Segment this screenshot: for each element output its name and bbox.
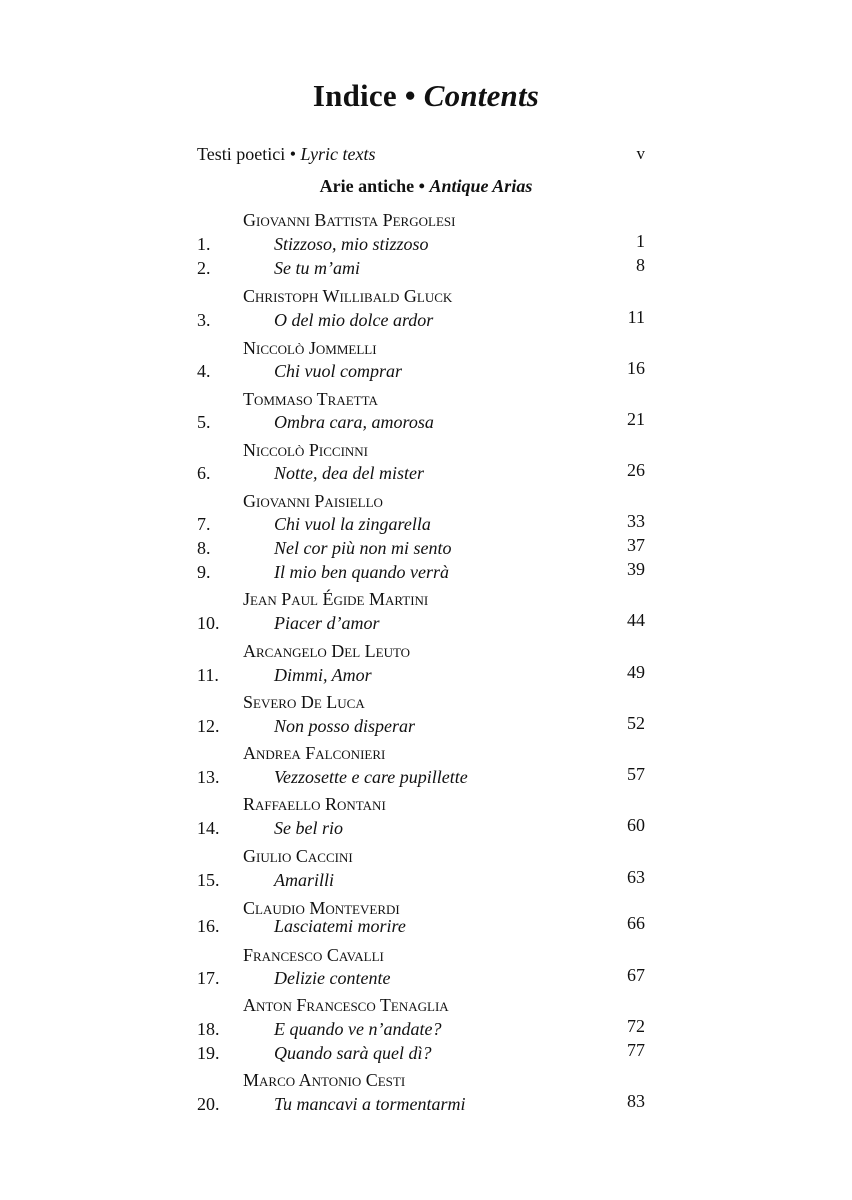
composer-name: Andrea Falconieri xyxy=(243,743,386,763)
lyric-texts-label: Testi poetici xyxy=(197,144,286,164)
composer-name: Giovanni Paisiello xyxy=(243,491,383,511)
entry-page-number: 63 xyxy=(627,867,645,887)
entry-title: Amarilli xyxy=(274,870,335,890)
toc-entry[interactable] xyxy=(197,713,645,740)
entry-page-number: 33 xyxy=(627,511,645,531)
composer-name: Arcangelo Del Leuto xyxy=(243,641,411,661)
entry-number: 9. xyxy=(197,562,211,582)
entry-title: Non posso disperar xyxy=(274,716,416,736)
entry-title: Lasciatemi morire xyxy=(274,916,406,936)
entry-number: 2. xyxy=(197,258,211,278)
composer-name: Raffaello Rontani xyxy=(243,794,386,814)
entry-number: 11. xyxy=(197,665,219,685)
entry-number: 6. xyxy=(197,463,211,483)
entry-page-number: 37 xyxy=(627,535,645,555)
toc-entry[interactable] xyxy=(197,231,645,258)
toc-entry[interactable] xyxy=(197,460,645,487)
entry-page-number: 57 xyxy=(627,764,645,784)
entry-number: 14. xyxy=(197,818,220,838)
title-separator: • xyxy=(404,78,416,113)
composer-name: Anton Francesco Tenaglia xyxy=(243,995,449,1015)
toc-entry[interactable] xyxy=(197,815,645,842)
composer-name: Christoph Willibald Gluck xyxy=(243,286,453,306)
entry-title: O del mio dolce ardor xyxy=(274,310,434,330)
entry-title: Piacer d’amor xyxy=(274,613,380,633)
entry-title: Dimmi, Amor xyxy=(274,665,372,685)
entry-number: 20. xyxy=(197,1094,220,1114)
toc-entry[interactable] xyxy=(197,1016,645,1043)
toc-entry[interactable] xyxy=(197,610,645,637)
entry-title: Delizie contente xyxy=(274,968,391,988)
entry-page-number: 44 xyxy=(627,610,645,630)
entry-number: 12. xyxy=(197,716,220,736)
entry-title: Notte, dea del mister xyxy=(274,463,424,483)
toc-entry[interactable] xyxy=(197,255,645,282)
title-italic: Contents xyxy=(423,78,540,113)
toc-entry[interactable] xyxy=(197,662,645,689)
entry-page-number: 83 xyxy=(627,1091,645,1111)
entry-title: Nel cor più non mi sento xyxy=(274,538,452,558)
toc-entry[interactable] xyxy=(197,764,645,791)
entry-title: Il mio ben quando verrà xyxy=(274,562,449,582)
entry-title: Chi vuol comprar xyxy=(274,361,402,381)
entry-number: 17. xyxy=(197,968,220,988)
entry-page-number: 8 xyxy=(636,255,645,275)
entry-title: Se bel rio xyxy=(274,818,343,838)
entry-page-number: 66 xyxy=(627,913,645,933)
entry-page-number: 11 xyxy=(627,307,645,327)
composer-name: Niccolò Piccinni xyxy=(243,440,369,460)
composer-name: Giovanni Battista Pergolesi xyxy=(243,210,456,230)
entry-number: 18. xyxy=(197,1019,220,1039)
entry-page-number: 77 xyxy=(627,1040,645,1060)
entry-number: 16. xyxy=(197,916,220,936)
entry-page-number: 67 xyxy=(627,965,645,985)
entry-number: 13. xyxy=(197,767,220,787)
entry-number: 19. xyxy=(197,1043,220,1063)
entry-title: Se tu m’ami xyxy=(274,258,360,278)
toc-entry[interactable] xyxy=(197,358,645,385)
toc-entry[interactable] xyxy=(197,867,645,894)
entry-title: Vezzosette e care pupillette xyxy=(274,767,468,787)
entry-page-number: 60 xyxy=(627,815,645,835)
toc-entry[interactable] xyxy=(197,535,645,562)
entry-number: 5. xyxy=(197,412,211,432)
lyric-texts-italic: Lyric texts xyxy=(300,144,376,164)
composer-name: Niccolò Jommelli xyxy=(243,338,377,358)
toc-entry[interactable] xyxy=(197,1091,645,1118)
entry-number: 8. xyxy=(197,538,211,558)
lyric-texts-page: v xyxy=(636,144,645,163)
entry-number: 10. xyxy=(197,613,220,633)
composer-name: Jean Paul Égide Martini xyxy=(243,589,429,609)
entry-page-number: 39 xyxy=(627,559,645,579)
entry-page-number: 21 xyxy=(627,409,645,429)
toc-entry[interactable] xyxy=(197,965,645,992)
entry-page-number: 1 xyxy=(636,231,645,251)
entry-title: Stizzoso, mio stizzoso xyxy=(274,234,429,254)
entry-number: 4. xyxy=(197,361,211,381)
entry-title: Chi vuol la zingarella xyxy=(274,514,431,534)
entry-page-number: 16 xyxy=(627,358,645,378)
composer-name: Francesco Cavalli xyxy=(243,945,384,965)
entry-title: E quando ve n’andate? xyxy=(274,1019,442,1039)
toc-entry[interactable] xyxy=(197,409,645,436)
entry-title: Quando sarà quel dì? xyxy=(274,1043,432,1063)
entry-number: 15. xyxy=(197,870,220,890)
title-main: Indice xyxy=(312,78,397,113)
toc-entry[interactable] xyxy=(197,511,645,538)
toc-entry[interactable] xyxy=(197,307,645,334)
composer-name: Marco Antonio Cesti xyxy=(243,1070,406,1090)
toc-entry[interactable] xyxy=(197,559,645,586)
entry-page-number: 52 xyxy=(627,713,645,733)
entry-number: 1. xyxy=(197,234,211,254)
lyric-texts-separator: • xyxy=(289,144,297,164)
entry-title: Ombra cara, amorosa xyxy=(274,412,434,432)
composer-name: Severo De Luca xyxy=(243,692,365,712)
composer-name: Giulio Caccini xyxy=(243,846,353,866)
entry-title: Tu mancavi a tormentarmi xyxy=(274,1094,466,1114)
section-label: Arie antiche xyxy=(319,176,415,196)
entry-page-number: 26 xyxy=(627,460,645,480)
composer-name: Claudio Monteverdi xyxy=(243,898,400,918)
entry-page-number: 49 xyxy=(627,662,645,682)
toc-entry[interactable] xyxy=(197,913,645,940)
entry-number: 7. xyxy=(197,514,211,534)
composer-name: Tommaso Traetta xyxy=(243,389,378,409)
toc-entry[interactable] xyxy=(197,1040,645,1067)
entry-number: 3. xyxy=(197,310,211,330)
section-separator: • xyxy=(418,176,425,196)
entry-page-number: 72 xyxy=(627,1016,645,1036)
section-italic: Antique Arias xyxy=(429,176,533,196)
